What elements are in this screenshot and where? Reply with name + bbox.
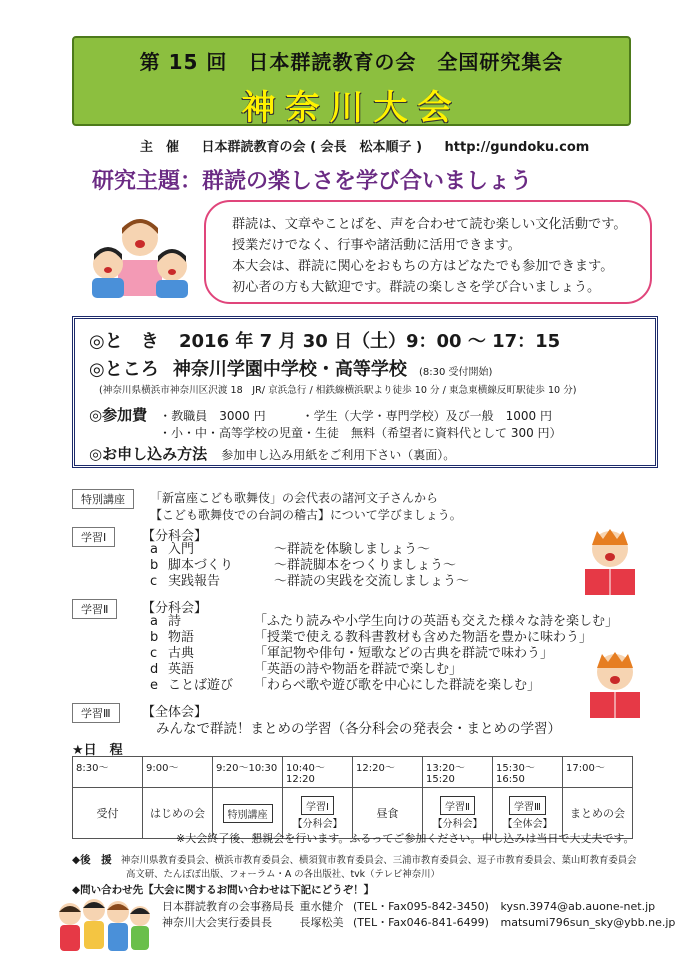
contact-email[interactable]: matsumi796sun_sky@ybb.ne.jp xyxy=(500,916,676,929)
list-item: b 物語 「授業で使える教科書教材も含めた物語を豊かに味わう」 xyxy=(150,630,593,645)
schedule-time: 15:30～16:50 xyxy=(493,757,563,788)
apply-label: ◎お申し込み方法 xyxy=(89,445,208,463)
special-lecture-label: 特別講座 xyxy=(72,489,134,509)
intro-line: 初心者の方も大歓迎です。群読の楽しさを学び合いましょう。 xyxy=(232,280,601,295)
list-item: a 入門 〜群読を体験しましょう〜 xyxy=(150,542,431,557)
schedule-event: はじめの会 xyxy=(143,788,213,839)
fee-line: ・小・中・高等学校の児童・生徒 無料（希望者に資料代として 300 円） xyxy=(159,426,562,440)
intro-line: 本大会は、群読に関心をおもちの方はどなたでも参加できます。 xyxy=(232,259,614,274)
intro-box xyxy=(204,200,652,304)
study3-heading: 【全体会】 xyxy=(142,705,208,720)
study1-label: 学習Ⅰ xyxy=(72,527,115,547)
schedule-time: 13:20～15:20 xyxy=(423,757,493,788)
support-block xyxy=(72,852,637,867)
event-info-box xyxy=(72,316,658,468)
event-subtitle: 神奈川大会 xyxy=(241,88,462,128)
special-lecture-line: 「新富座こども歌舞伎」の会代表の諸河文子さんから xyxy=(150,491,439,505)
schedule-event: 昼食 xyxy=(353,788,423,839)
schedule-time: 9:20～10:30 xyxy=(213,757,283,788)
fee-line: ・教職員 3000 円 ・学生（大学・専門学校）及び一般 1000 円 xyxy=(159,409,552,423)
study2-heading: 【分科会】 xyxy=(142,601,208,616)
schedule-time: 17:00～ xyxy=(563,757,633,788)
contact-email[interactable]: kysn.3974@ab.auone-net.jp xyxy=(500,900,656,913)
support-line: 神奈川県教育委員会、横浜市教育委員会、横須賀市教育委員会、三浦市教育委員会、逗子市教育委員会、葉山町教育委員会 xyxy=(120,855,637,866)
contact-heading: ◆問い合わせ先【大会に関するお問い合わせは下記にどうぞ！】 xyxy=(72,884,375,896)
list-item: c 古典 「軍記物や俳句・短歌などの古典を群読で味わう」 xyxy=(150,646,554,661)
contact-name: 長塚松美 xyxy=(299,916,344,929)
intro-line: 授業だけでなく、行事や諸活動に活用できます。 xyxy=(232,238,521,253)
reading-children-illustration xyxy=(88,210,198,300)
schedule-event-box: 学習Ⅰ xyxy=(301,796,334,815)
schedule-event: 学習Ⅰ 【分科会】 xyxy=(283,788,353,839)
venue-address: (神奈川県横浜市神奈川区沢渡 18 JR/ 京浜急行 / 相鉄線横浜駅より徒歩 10 分 / 東急東横線反町駅徒歩 10 分) xyxy=(99,385,577,396)
contact-org: 日本群読教育の会事務局長 xyxy=(162,900,294,913)
list-item: e ことば遊び 「わらべ歌や遊び歌を中心にした群読を楽しむ」 xyxy=(150,678,541,693)
list-item: d 英語 「英語の詩や物語を群読で楽しむ」 xyxy=(150,662,463,677)
schedule-event: 学習Ⅱ 【分科会】 xyxy=(423,788,493,839)
study1-list xyxy=(150,542,469,590)
study2-label-wrap xyxy=(72,598,117,619)
list-item: a 詩 「ふたり読みや小学生向けの英語も交えた様々な詩を楽しむ」 xyxy=(150,614,619,629)
schedule-event: 受付 xyxy=(73,788,143,839)
support-line: 高文研、たんぽぽ出版、フォーラム・A の各出版社、tvk（テレビ神奈川） xyxy=(126,869,440,880)
organizer-label: 主 催 xyxy=(140,140,180,155)
boy-reading-illustration xyxy=(575,525,645,597)
title-banner xyxy=(72,36,631,126)
venue-note: (8:30 受付開始) xyxy=(419,367,493,378)
contact-row xyxy=(162,914,675,930)
study1-heading: 【分科会】 xyxy=(142,529,208,544)
study3-desc: みんなで群読！まとめの学習（各分科会の発表会・まとめの学習） xyxy=(156,721,561,737)
date-value: 2016 年 7 月 30 日（土）9：00 〜 17：15 xyxy=(179,331,561,352)
research-theme: 研究主題：群読の楽しさを学び合いましょう xyxy=(92,169,533,194)
fee-label: ◎参加費 xyxy=(89,406,148,424)
study2-label: 学習Ⅱ xyxy=(72,599,117,619)
list-item: c 実践報告 〜群読の実践を交流しましょう〜 xyxy=(150,574,470,589)
contact-tel: (TEL・Fax095-842-3450) xyxy=(353,900,489,913)
organizer-line xyxy=(140,136,607,155)
boy-reading-illustration xyxy=(580,648,650,720)
special-lecture-line: 【こども歌舞伎での台詞の稽古】について学びましょう。 xyxy=(150,508,462,522)
schedule-time: 8:30～ xyxy=(73,757,143,788)
schedule-time: 10:40～12:20 xyxy=(283,757,353,788)
venue-row xyxy=(89,355,492,381)
apply-value: 参加申し込み用紙をご利用下さい（裏面）。 xyxy=(221,448,456,462)
event-title: 第 15 回 日本群読教育の会 全国研究集会 xyxy=(139,50,564,74)
schedule-time: 12:20～ xyxy=(353,757,423,788)
contact-row xyxy=(162,898,655,914)
schedule-times-row xyxy=(73,757,633,788)
organizer-url[interactable]: http://gundoku.com xyxy=(444,140,590,155)
list-item: b 脚本づくり 〜群読脚本をつくりましょう〜 xyxy=(150,558,457,573)
schedule-event-box: 学習Ⅲ xyxy=(509,796,546,815)
apply-row xyxy=(89,443,455,464)
contact-org: 神奈川大会実行委員長 xyxy=(162,916,272,929)
study1-label-wrap xyxy=(72,526,115,547)
organizer-name: 日本群読教育の会 ( 会長 松本順子 ) xyxy=(201,140,423,155)
schedule-note: ※大会終了後、懇親会を行います。ふるってご参加ください。申し込みは当日で大丈夫です。 xyxy=(176,832,635,845)
support-label: ◆後 援 xyxy=(72,854,112,866)
study3-label: 学習Ⅲ xyxy=(72,703,120,723)
schedule-event-box: 学習Ⅱ xyxy=(440,796,475,815)
contact-name: 重水健介 xyxy=(299,900,344,913)
schedule-heading: ★日 程 xyxy=(72,743,123,758)
special-lecture-label-wrap xyxy=(72,488,134,509)
schedule-event-box: 特別講座 xyxy=(223,804,273,823)
date-row xyxy=(89,327,560,353)
schedule-time: 9:00～ xyxy=(143,757,213,788)
schedule-event: まとめの会 xyxy=(563,788,633,839)
fee-row xyxy=(89,404,552,425)
date-label: ◎と き xyxy=(89,331,159,352)
venue-label: ◎ところ xyxy=(89,359,159,380)
group-children-illustration xyxy=(52,896,152,958)
study3-label-wrap xyxy=(72,702,120,723)
intro-line: 群読は、文章やことばを、声を合わせて読む楽しい文化活動です。 xyxy=(232,217,627,232)
schedule-table xyxy=(72,756,633,839)
study2-list xyxy=(150,614,618,694)
venue-value: 神奈川学園中学校・高等学校 xyxy=(172,359,407,380)
schedule-event: 学習Ⅲ 【全体会】 xyxy=(493,788,563,839)
contact-tel: (TEL・Fax046-841-6499) xyxy=(353,916,489,929)
